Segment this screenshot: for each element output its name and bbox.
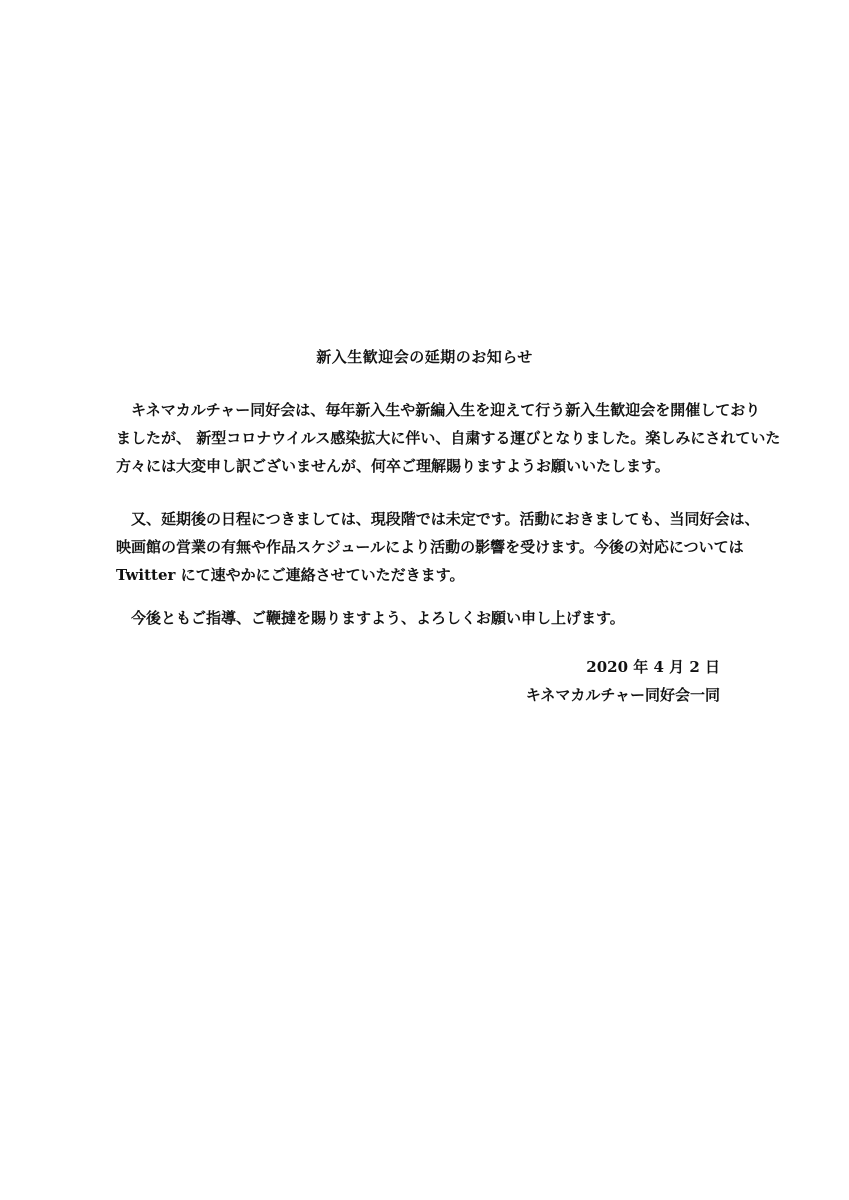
paragraph-line: 方々には大変申し訳ございませんが、何卒ご理解賜りますようお願いいたします。 xyxy=(116,457,670,475)
notice-title: 新入生歓迎会の延期のお知らせ xyxy=(316,348,533,366)
paragraph-schedule xyxy=(116,505,760,589)
paragraph-line: 今後ともご指導、ご鞭撻を賜りますよう、よろしくお願い申し上げます。 xyxy=(131,609,625,627)
notice-date: 2020 年 4 月 2 日 xyxy=(586,658,720,676)
paragraph-line: 映画館の営業の有無や作品スケジュールにより活動の影響を受けます。今後の対応については xyxy=(116,538,744,556)
paragraph-line: 又、延期後の日程につきましては、現段階では未定です。活動におきましても、当同好会は、 xyxy=(131,510,760,528)
paragraph-line: キネマカルチャー同好会は、毎年新入生や新編入生を迎えて行う新入生歓迎会を開催しており xyxy=(131,401,761,419)
paragraph-closing xyxy=(116,604,746,632)
paragraph-cancellation xyxy=(116,396,781,480)
paragraph-line: Twitter にて速やかにご連絡させていただきます。 xyxy=(116,566,465,584)
paragraph-line: ましたが、 新型コロナウイルス感染拡大に伴い、自粛する運びとなりました。楽しみにされていた xyxy=(116,429,781,447)
notice-signature: キネマカルチャー同好会一同 xyxy=(525,686,720,704)
